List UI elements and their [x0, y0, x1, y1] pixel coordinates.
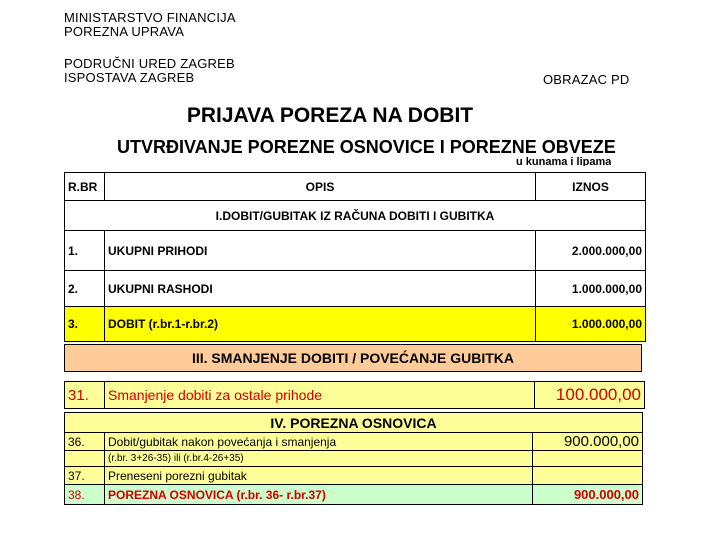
row-31-table: [64, 381, 645, 409]
row-desc: (r.br. 3+26-35) ili (r.br.4-26+35): [105, 451, 533, 467]
row-nr: 31.: [65, 382, 105, 409]
section-row: [65, 413, 643, 433]
row-desc: UKUPNI RASHODI: [105, 271, 536, 307]
table-row: [65, 451, 643, 467]
administration-label: POREZNA UPRAVA: [64, 24, 185, 39]
row-amount: 900.000,00: [533, 433, 643, 451]
profit-table: [64, 172, 646, 342]
form-code: OBRAZAC PD: [543, 72, 630, 87]
table-row: [65, 271, 646, 307]
row-desc: UKUPNI PRIHODI: [105, 231, 536, 271]
table-row: [65, 485, 643, 505]
table-row: [65, 382, 645, 409]
table-row: [65, 307, 646, 342]
unit-note: u kunama i lipama: [516, 156, 612, 166]
row-desc: Preneseni porezni gubitak: [105, 467, 533, 485]
row-desc: DOBIT (r.br.1-r.br.2): [105, 307, 536, 342]
col-desc-header: OPIS: [105, 173, 536, 201]
table-row: [65, 433, 643, 451]
row-amount: 1.000.000,00: [536, 307, 646, 342]
row-amount: 900.000,00: [533, 485, 643, 505]
row-nr: [65, 451, 105, 467]
row-desc: POREZNA OSNOVICA (r.br. 36- r.br.37): [105, 485, 533, 505]
row-amount: 2.000.000,00: [536, 231, 646, 271]
col-amount-header: IZNOS: [536, 173, 646, 201]
table-row: [65, 467, 643, 485]
section-title-1: I.DOBIT/GUBITAK IZ RAČUNA DOBITI I GUBITKA: [65, 201, 646, 231]
row-desc: Smanjenje dobiti za ostale prihode: [105, 382, 535, 409]
row-amount: 100.000,00: [535, 382, 645, 409]
regional-office-label: PODRUČNI URED ZAGREB: [64, 56, 235, 71]
row-nr: 38.: [65, 485, 105, 505]
section-row: [65, 201, 646, 231]
row-nr: 36.: [65, 433, 105, 451]
col-nr-header: R.BR: [65, 173, 105, 201]
table-row: [65, 231, 646, 271]
tax-base-table: [64, 412, 643, 505]
row-amount: [533, 451, 643, 467]
form-subtitle: UTVRĐIVANJE POREZNE OSNOVICE I POREZNE OBVEZE: [117, 137, 616, 157]
section-3-banner: [64, 344, 642, 372]
form-title: PRIJAVA POREZA NA DOBIT: [186, 104, 474, 127]
ministry-label: MINISTARSTVO FINANCIJA: [64, 10, 236, 25]
section-title-3: III. SMANJENJE DOBITI / POVEĆANJE GUBITKA: [65, 345, 642, 372]
row-nr: 1.: [65, 231, 105, 271]
branch-label: ISPOSTAVA ZAGREB: [64, 70, 195, 85]
section-title-4: IV. POREZNA OSNOVICA: [65, 413, 643, 433]
row-nr: 2.: [65, 271, 105, 307]
row-nr: 3.: [65, 307, 105, 342]
row-nr: 37.: [65, 467, 105, 485]
row-amount: 1.000.000,00: [536, 271, 646, 307]
table-header-row: [65, 173, 646, 201]
row-amount: [533, 467, 643, 485]
row-desc: Dobit/gubitak nakon povećanja i smanjenja: [105, 433, 533, 451]
